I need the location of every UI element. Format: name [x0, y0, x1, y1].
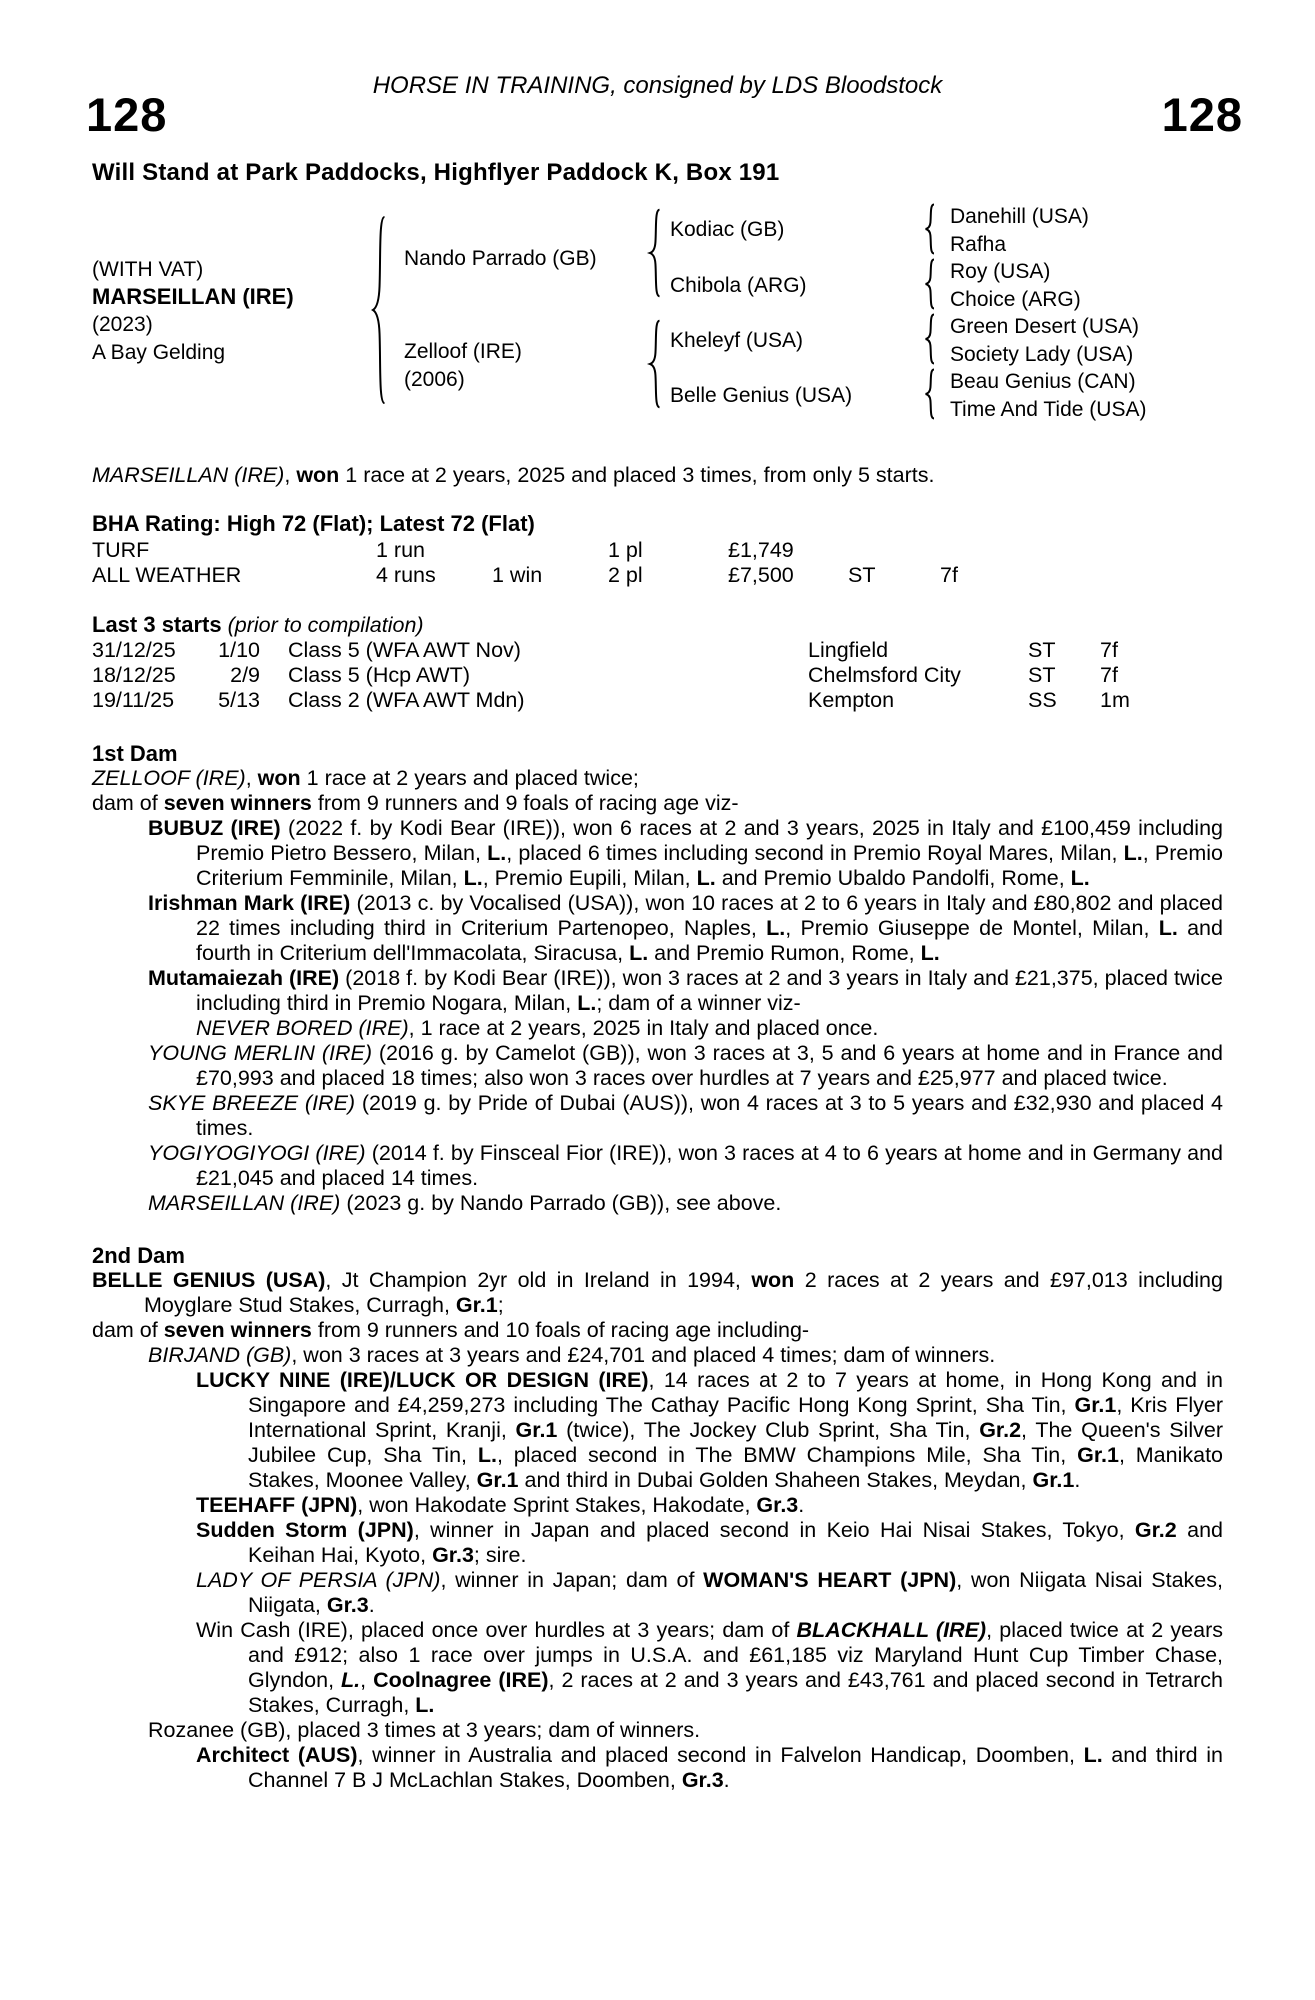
- text-segment: Gr.2: [979, 1418, 1022, 1442]
- lot-number-left: 128: [86, 88, 168, 141]
- text-segment: , Premio Criterium Femminile, Milan,: [196, 841, 1223, 890]
- text-segment: Gr.2: [1134, 1518, 1177, 1542]
- text-segment: L.: [415, 1693, 435, 1717]
- last-starts-title-bold: Last 3 starts: [92, 612, 222, 637]
- table-row: [92, 538, 1223, 563]
- text-segment: ; dam of a winner viz-: [596, 991, 801, 1015]
- table-cell: SS: [1028, 688, 1057, 712]
- pedigree-tree: [92, 195, 1244, 433]
- text-segment: Architect (AUS): [196, 1743, 358, 1767]
- text-segment: YOUNG MERLIN (IRE): [148, 1041, 372, 1065]
- text-segment: L.: [766, 916, 786, 940]
- table-cell: £1,749: [728, 538, 794, 562]
- pedigree-paragraph: [92, 1618, 1223, 1718]
- text-segment: Gr.3: [326, 1593, 369, 1617]
- great-grandparent-name: Choice (ARG): [950, 288, 1081, 311]
- text-segment: 1 race at 2 years and placed twice;: [300, 766, 639, 790]
- grandsire-name: Kodiac (GB): [670, 218, 785, 241]
- text-segment: Gr.1: [1074, 1393, 1117, 1417]
- text-segment: (2023 g. by Nando Parrado (GB)), see above.: [340, 1191, 782, 1215]
- dam-year: (2006): [404, 368, 465, 391]
- text-segment: Irishman Mark (IRE): [148, 891, 351, 915]
- text-segment: (twice), The Jockey Club Sprint, Sha Tin,: [557, 1418, 980, 1442]
- text-segment: Mutamaiezah (IRE): [148, 966, 340, 990]
- pedigree-brace: [646, 318, 664, 410]
- last-starts-table: [92, 638, 1223, 713]
- page-header: HORSE IN TRAINING, consigned by LDS Bloodstock: [372, 72, 943, 99]
- catalogue-body: [92, 463, 1223, 1793]
- table-cell: ST: [848, 563, 876, 587]
- table-cell: ST: [1028, 663, 1056, 687]
- text-segment: , The Queen's Silver Jubilee Cup, Sha Tin,: [248, 1418, 1223, 1467]
- text-segment: won: [751, 1268, 795, 1292]
- text-segment: BELLE GENIUS (USA): [92, 1268, 326, 1292]
- text-segment: LUCKY NINE (IRE)/LUCK OR DESIGN (IRE): [196, 1368, 649, 1392]
- text-segment: , won Niigata Nisai Stakes, Niigata,: [248, 1568, 1223, 1617]
- horse-description: A Bay Gelding: [92, 341, 226, 364]
- text-segment: and Keihan Hai, Kyoto,: [248, 1518, 1223, 1567]
- text-segment: , won 3 races at 3 years and £24,701 and placed 4 times; dam of winners.: [291, 1343, 996, 1367]
- text-segment: Rozanee (GB), placed 3 times at 3 years; dam of winners.: [148, 1718, 701, 1742]
- stand-location-line: Will Stand at Park Paddocks, Highflyer Paddock K, Box 191: [92, 159, 780, 186]
- text-segment: LADY OF PERSIA (JPN): [196, 1568, 441, 1592]
- text-segment: ,: [360, 1668, 374, 1692]
- table-cell: [848, 538, 940, 563]
- great-grandparent-name: Green Desert (USA): [950, 315, 1140, 338]
- pedigree-paragraph: [92, 1268, 1223, 1318]
- pedigree-paragraph: [92, 791, 1223, 816]
- table-cell: 1/10: [218, 638, 260, 662]
- text-segment: .: [798, 1493, 805, 1517]
- text-segment: dam of: [92, 791, 164, 815]
- text-segment: (2013 c. by Vocalised (USA)), won 10 races at 2 to 6 years in Italy and £80,802 and placed 22 times including third in Criterium Partenopeo, Naples,: [196, 891, 1223, 940]
- text-segment: (2022 f. by Kodi Bear (IRE)), won 6 races at 2 and 3 years, 2025 in Italy and £100,459 including Premio Pietro Bessero, Milan,: [196, 816, 1223, 865]
- table-cell: Class 5 (Hcp AWT): [288, 663, 470, 687]
- text-segment: , winner in Australia and placed second in Falvelon Handicap, Doomben,: [357, 1743, 1084, 1767]
- pedigree-paragraph: [92, 1141, 1223, 1191]
- text-segment: and third in Dubai Golden Shaheen Stakes, Meydan,: [518, 1468, 1033, 1492]
- pedigree-paragraph: [92, 1191, 1223, 1216]
- text-segment: WOMAN'S HEART (JPN): [703, 1568, 957, 1592]
- table-cell: 1 run: [376, 538, 426, 562]
- text-segment: L.: [1070, 866, 1090, 890]
- text-segment: Gr.1: [1077, 1443, 1119, 1467]
- text-segment: from 9 runners and 9 foals of racing age viz-: [311, 791, 739, 815]
- text-segment: ZELLOOF (IRE): [92, 766, 246, 790]
- table-row: [92, 663, 1223, 688]
- table-cell: 1m: [1100, 688, 1130, 712]
- text-segment: .: [723, 1768, 730, 1792]
- text-segment: , Jt Champion 2yr old in Ireland in 1994,: [325, 1268, 752, 1292]
- table-row: [92, 638, 1223, 663]
- first-dam-heading: 1st Dam: [92, 741, 178, 766]
- text-segment: ,: [245, 766, 258, 790]
- sire-name: Nando Parrado (GB): [404, 247, 597, 270]
- text-segment: and Premio Ubaldo Pandolfi, Rome,: [715, 866, 1071, 890]
- bha-rating-title: BHA Rating: High 72 (Flat); Latest 72 (Flat): [92, 511, 535, 536]
- bha-rating-table: [92, 538, 1223, 588]
- pedigree-paragraph: [92, 1518, 1223, 1568]
- text-segment: , 14 races at 2 to 7 years at home, in Hong Kong and in Singapore and £4,259,273 including The Cathay Pacific Hong Kong Sprint, Sha Tin,: [248, 1368, 1223, 1417]
- pedigree-paragraph: [92, 1041, 1223, 1091]
- pedigree-paragraph: [92, 1743, 1223, 1793]
- great-grandparent-name: Rafha: [950, 233, 1007, 256]
- table-cell: 1 win: [492, 563, 543, 587]
- table-cell: ST: [1028, 638, 1056, 662]
- text-segment: Gr.1: [455, 1293, 498, 1317]
- text-segment: .: [368, 1593, 375, 1617]
- last-starts-title: [92, 612, 1223, 638]
- text-segment: Coolnagree (IRE): [373, 1668, 549, 1692]
- pedigree-paragraph: [92, 891, 1223, 966]
- pedigree-brace: [922, 203, 938, 255]
- text-segment: Sudden Storm (JPN): [196, 1518, 414, 1542]
- text-segment: seven winners: [163, 1318, 312, 1342]
- second-dam-section: [92, 1268, 1223, 1793]
- dam-name: Zelloof (IRE): [404, 340, 522, 363]
- text-segment: L.: [629, 941, 649, 965]
- text-segment: L.: [1158, 916, 1178, 940]
- text-segment: , placed 6 times including second in Premio Royal Mares, Milan,: [506, 841, 1124, 865]
- table-cell: Class 2 (WFA AWT Mdn): [288, 688, 525, 712]
- text-segment: L.: [1083, 1743, 1103, 1767]
- text-segment: L.: [696, 866, 716, 890]
- pedigree-paragraph: [92, 966, 1223, 1016]
- pedigree-paragraph: [92, 1091, 1223, 1141]
- race-record-line: [92, 463, 1223, 488]
- table-cell: Class 5 (WFA AWT Nov): [288, 638, 521, 662]
- granddam-name: Chibola (ARG): [670, 274, 807, 297]
- text-segment: , 1 race at 2 years, 2025 in Italy and placed once.: [408, 1016, 879, 1040]
- text-segment: (2018 f. by Kodi Bear (IRE)), won 3 races at 2 and 3 years in Italy and £21,375, placed twice including third in Premio Nogara, Milan,: [196, 966, 1223, 1015]
- table-cell: £7,500: [728, 563, 794, 587]
- table-cell: 4 runs: [376, 563, 436, 587]
- table-cell: 1 pl: [608, 538, 643, 562]
- grandsire-name: Kheleyf (USA): [670, 329, 804, 352]
- lot-number-right: 128: [1161, 88, 1243, 141]
- pedigree-paragraph: [92, 1568, 1223, 1618]
- great-grandparent-name: Beau Genius (CAN): [950, 370, 1136, 393]
- text-segment: , Premio Giuseppe de Montel, Milan,: [785, 916, 1159, 940]
- pedigree-brace: [922, 313, 938, 365]
- text-segment: , placed twice at 2 years and £912; also 1 race over jumps in U.S.A. and £61,185 viz Maryland Hunt Cup Timber Chase, Glyndon,: [248, 1618, 1223, 1692]
- granddam-name: Belle Genius (USA): [670, 384, 853, 407]
- pedigree-paragraph: [92, 1016, 1223, 1041]
- text-segment: NEVER BORED (IRE): [196, 1016, 409, 1040]
- great-grandparent-name: Roy (USA): [950, 260, 1051, 283]
- great-grandparent-name: Time And Tide (USA): [950, 398, 1147, 421]
- text-segment: Gr.3: [681, 1768, 724, 1792]
- text-segment: Win Cash (IRE), placed once over hurdles at 3 years; dam of: [196, 1618, 797, 1642]
- table-row: [92, 688, 1223, 713]
- text-segment: , winner in Japan and placed second in Keio Hai Nisai Stakes, Tokyo,: [413, 1518, 1135, 1542]
- text-segment: L.: [463, 866, 483, 890]
- foaling-year: (2023): [92, 313, 153, 336]
- table-cell: TURF: [92, 538, 150, 562]
- text-segment: MARSEILLAN (IRE): [92, 463, 285, 487]
- text-segment: SKYE BREEZE (IRE): [148, 1091, 356, 1115]
- last-starts-title-italic: (prior to compilation): [221, 613, 424, 637]
- text-segment: L.: [1123, 841, 1143, 865]
- pedigree-paragraph: [92, 1318, 1223, 1343]
- text-segment: L.: [577, 991, 597, 1015]
- table-cell: 7f: [1100, 638, 1118, 662]
- pedigree-paragraph: [92, 1493, 1223, 1518]
- text-segment: ,: [284, 463, 297, 487]
- pedigree-brace: [368, 211, 390, 409]
- great-grandparent-name: Society Lady (USA): [950, 343, 1134, 366]
- text-segment: .: [1074, 1468, 1081, 1492]
- table-cell: 2 pl: [608, 563, 643, 587]
- text-segment: won: [257, 766, 301, 790]
- first-dam-section: [92, 766, 1223, 1216]
- text-segment: ; sire.: [473, 1543, 527, 1567]
- vat-note: (WITH VAT): [92, 258, 204, 281]
- text-segment: , Manikato Stakes, Moonee Valley,: [248, 1443, 1223, 1492]
- text-segment: , Kris Flyer International Sprint, Kranji,: [248, 1393, 1223, 1442]
- pedigree-paragraph: [92, 816, 1223, 891]
- text-segment: ;: [497, 1293, 504, 1317]
- second-dam-heading: 2nd Dam: [92, 1243, 185, 1268]
- text-segment: , placed second in The BMW Champions Mile, Sha Tin,: [496, 1443, 1078, 1467]
- table-cell: 19/11/25: [92, 688, 175, 712]
- text-segment: L.: [487, 841, 507, 865]
- text-segment: Gr.1: [476, 1468, 519, 1492]
- text-segment: Gr.1: [515, 1418, 558, 1442]
- table-cell: 7f: [1100, 663, 1118, 687]
- text-segment: from 9 runners and 10 foals of racing age including-: [311, 1318, 810, 1342]
- text-segment: , winner in Japan; dam of: [440, 1568, 704, 1592]
- text-segment: , Premio Eupili, Milan,: [482, 866, 697, 890]
- text-segment: BUBUZ (IRE): [148, 816, 281, 840]
- text-segment: MARSEILLAN (IRE): [148, 1191, 341, 1215]
- pedigree-paragraph: [92, 1718, 1223, 1743]
- text-segment: seven winners: [163, 791, 312, 815]
- text-segment: L.: [341, 1668, 361, 1692]
- text-segment: (2016 g. by Camelot (GB)), won 3 races at 3, 5 and 6 years at home and in France and £70,993 and placed 18 times; also won 3 races over hurdles at 7 years and £25,977 and placed twice.: [196, 1041, 1224, 1090]
- table-cell: Lingfield: [808, 638, 889, 662]
- text-segment: L.: [920, 941, 940, 965]
- text-segment: BIRJAND (GB): [148, 1343, 292, 1367]
- text-segment: 2 races at 2 years and £97,013 including Moyglare Stud Stakes, Curragh,: [144, 1268, 1223, 1317]
- text-segment: (2019 g. by Pride of Dubai (AUS)), won 4 races at 3 to 5 years and £32,930 and placed 4 times.: [196, 1091, 1223, 1140]
- pedigree-brace: [922, 368, 938, 420]
- table-cell: Chelmsford City: [808, 663, 961, 687]
- table-cell: 18/12/25: [92, 663, 176, 687]
- text-segment: YOGIYOGIYOGI (IRE): [148, 1141, 366, 1165]
- pedigree-paragraph: [92, 1368, 1223, 1493]
- pedigree-brace: [646, 207, 664, 299]
- table-cell: [492, 538, 608, 563]
- table-cell: ALL WEATHER: [92, 563, 242, 587]
- text-segment: L.: [477, 1443, 497, 1467]
- pedigree-paragraph: [92, 766, 1223, 791]
- text-segment: Gr.1: [1032, 1468, 1075, 1492]
- table-cell: 5/13: [218, 688, 260, 712]
- pedigree-paragraph: [92, 1343, 1223, 1368]
- horse-name: MARSEILLAN (IRE): [92, 284, 294, 309]
- text-segment: and Premio Rumon, Rome,: [648, 941, 921, 965]
- text-segment: dam of: [92, 1318, 164, 1342]
- table-cell: 31/12/25: [92, 638, 176, 662]
- text-segment: (2014 f. by Finsceal Fior (IRE)), won 3 races at 4 to 6 years at home and in Germany and £21,045 and placed 14 times.: [196, 1141, 1223, 1190]
- text-segment: 1 race at 2 years, 2025 and placed 3 times, from only 5 starts.: [339, 463, 935, 487]
- text-segment: Gr.3: [756, 1493, 799, 1517]
- pedigree-brace: [922, 258, 938, 310]
- table-cell: Kempton: [808, 688, 895, 712]
- text-segment: Gr.3: [432, 1543, 474, 1567]
- text-segment: and fourth in Criterium dell'Immacolata, Siracusa,: [196, 916, 1223, 965]
- text-segment: BLACKHALL (IRE): [796, 1618, 987, 1642]
- text-segment: , won Hakodate Sprint Stakes, Hakodate,: [357, 1493, 757, 1517]
- table-row: [92, 563, 1223, 588]
- text-segment: and third in Channel 7 B J McLachlan Stakes, Doomben,: [248, 1743, 1223, 1792]
- table-cell: [940, 538, 1223, 563]
- text-segment: TEEHAFF (JPN): [196, 1493, 358, 1517]
- great-grandparent-name: Danehill (USA): [950, 205, 1089, 228]
- table-cell: 2/9: [230, 663, 260, 687]
- text-segment: , 2 races at 2 and 3 years and £43,761 and placed second in Tetrarch Stakes, Curragh,: [248, 1668, 1224, 1717]
- text-segment: won: [296, 463, 340, 487]
- table-cell: 7f: [940, 563, 958, 587]
